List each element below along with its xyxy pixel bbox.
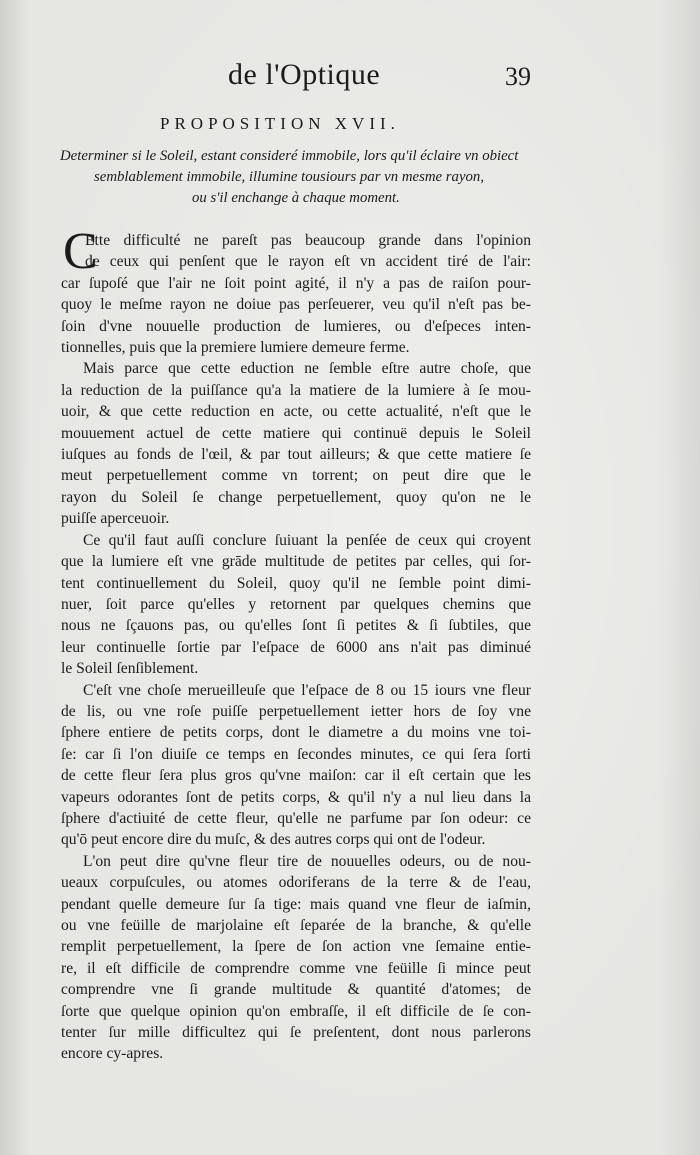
text-line: quoy le meſme rayon ne doiue pas perſeuerer, veu qu'il n'eſt pas be- [61, 296, 531, 314]
text-line: rayon du Soleil ſe change perpetuellement, quoy qu'on ne le [61, 488, 531, 506]
text-line: Ce qu'il faut auſſi conclure ſuiuant la penſée de ceux qui croyent [83, 531, 531, 549]
text-line: comprendre vne ſi grande multitude & quantité d'atomes; de [61, 981, 531, 999]
text-line: C'eſt vne choſe merueilleuſe que l'eſpace de 8 ou 15 iours vne fleur [83, 681, 531, 699]
text-line: car ſupoſé que l'air ne ſoit point agité, il n'y a pas de raiſon pour- [61, 274, 531, 292]
text-line: de ceux qui penſent que le rayon eſt vn accident tiré de l'air: [85, 253, 531, 271]
text-line: uoir, & que cette reduction en acte, ou cette actualité, n'eſt que le [61, 403, 531, 421]
running-title: de l'Optique [228, 58, 381, 91]
text-line: qu'ō peut encore dire du muſc, & des autres corps qui ont de l'odeur. [61, 831, 486, 849]
text-line: vapeurs odorantes ſont de petits corps, & qu'il n'y a nul lieu dans la [61, 788, 531, 806]
text-line: remplit perpetuellement, la ſpere de ſon action vne ſemaine entie- [61, 938, 531, 956]
paragraph [61, 358, 531, 529]
text-line: ſoin d'vne nouuelle production de lumieres, ou d'eſpeces inten- [61, 317, 531, 335]
text-line: le Soleil ſenſiblement. [61, 660, 199, 678]
paragraph [61, 680, 531, 851]
text-line: mouuement actuel de cette matiere qui continuë depuis le Soleil [61, 424, 531, 442]
text-line: tionnelles, puis que la premiere lumiere demeure ferme. [61, 339, 410, 357]
paragraph [61, 530, 531, 680]
text-line: ſorte que quelque opinion qu'on embraſſe, il eſt difficile de ſe con- [61, 1002, 531, 1020]
text-line: re, il eſt difficile de comprendre comme vne feüille ſi mince peut [61, 959, 531, 977]
page-header [0, 58, 700, 98]
text-line: pendant quelle demeure ſur ſa tige: mais quand vne fleur de iaſmin, [61, 895, 531, 913]
text-line: Mais parce que cette eduction ne ſemble eſtre autre choſe, que [83, 360, 531, 378]
text-line: nous ne ſçauons pas, ou qu'elles ſont ſi petites & ſi ſubtiles, que [61, 617, 531, 635]
summary-line: ou s'il enchange à chaque moment. [192, 190, 400, 206]
text-line: nuer, ſoit parce qu'elles y retornent par quelques chemins que [61, 595, 531, 613]
text-line: de lis, ou vne roſe puiſſe perpetuellement ietter hors de ſoy vne [61, 702, 531, 720]
text-line: que la lumiere eſt vne grāde multitude de petites par celles, qui ſor- [61, 553, 531, 571]
text-line: tent continuellement du Soleil, quoy qu'il ne ſemble point dimi- [61, 574, 531, 592]
paragraph [61, 223, 531, 358]
text-line: la reduction de la puiſſance qu'a la matiere de la lumiere à ſe mou- [61, 381, 531, 399]
proposition-title: PROPOSITION XVII. [160, 114, 400, 133]
paragraph [61, 851, 531, 1065]
text-line: puiſſe aperceuoir. [61, 510, 170, 528]
text-line: ſphere d'actiuité de cette fleur, qu'elle ne parfume par ſon odeur: ce [61, 809, 531, 827]
summary-line: semblablement immobile, illumine tousiours par vn mesme rayon, [94, 169, 485, 185]
page-number: 39 [505, 62, 531, 91]
summary-line: Determiner si le Soleil, estant consideré immobile, lors qu'il éclaire vn obiect [60, 148, 519, 164]
text-line: tenter ſur mille difficultez qui ſe preſentent, dont nous parlerons [61, 1024, 531, 1042]
text-line: leur continuelle ſortie par l'eſpace de 6000 ans n'ait pas diminué [61, 638, 531, 656]
text-line: iuſques au fonds de l'œil, & par tout ailleurs; & que cette matiere ſe [61, 446, 531, 464]
drop-cap: C [63, 223, 98, 280]
text-line: L'on peut dire qu'vne fleur tire de nouuelles odeurs, ou de nou- [83, 852, 531, 870]
text-line: Ette difficulté ne pareſt pas beaucoup grande dans l'opinion [85, 232, 531, 249]
text-line: de cette fleur ſera plus gros qu'vne maiſon: car il eſt certain que les [61, 767, 531, 785]
proposition-summary [60, 146, 560, 209]
body-text [61, 223, 531, 1065]
text-line: ſphere entiere de petits corps, dont le diametre a du moins vne toi- [61, 724, 531, 742]
text-line: encore cy-apres. [61, 1045, 164, 1063]
text-line: meut perpetuellement comme vn torrent; on peut dire que le [61, 467, 531, 485]
text-line: ou vne feüille de marjolaine eſt ſeparée de la branche, & qu'elle [61, 917, 531, 934]
text-line: ſe: car ſi l'on diuiſe ce temps en ſecondes minutes, ce qui ſera ſorti [61, 745, 531, 763]
text-line: ueaux corpuſcules, ou atomes odoriferans de la terre & de l'eau, [61, 874, 531, 892]
